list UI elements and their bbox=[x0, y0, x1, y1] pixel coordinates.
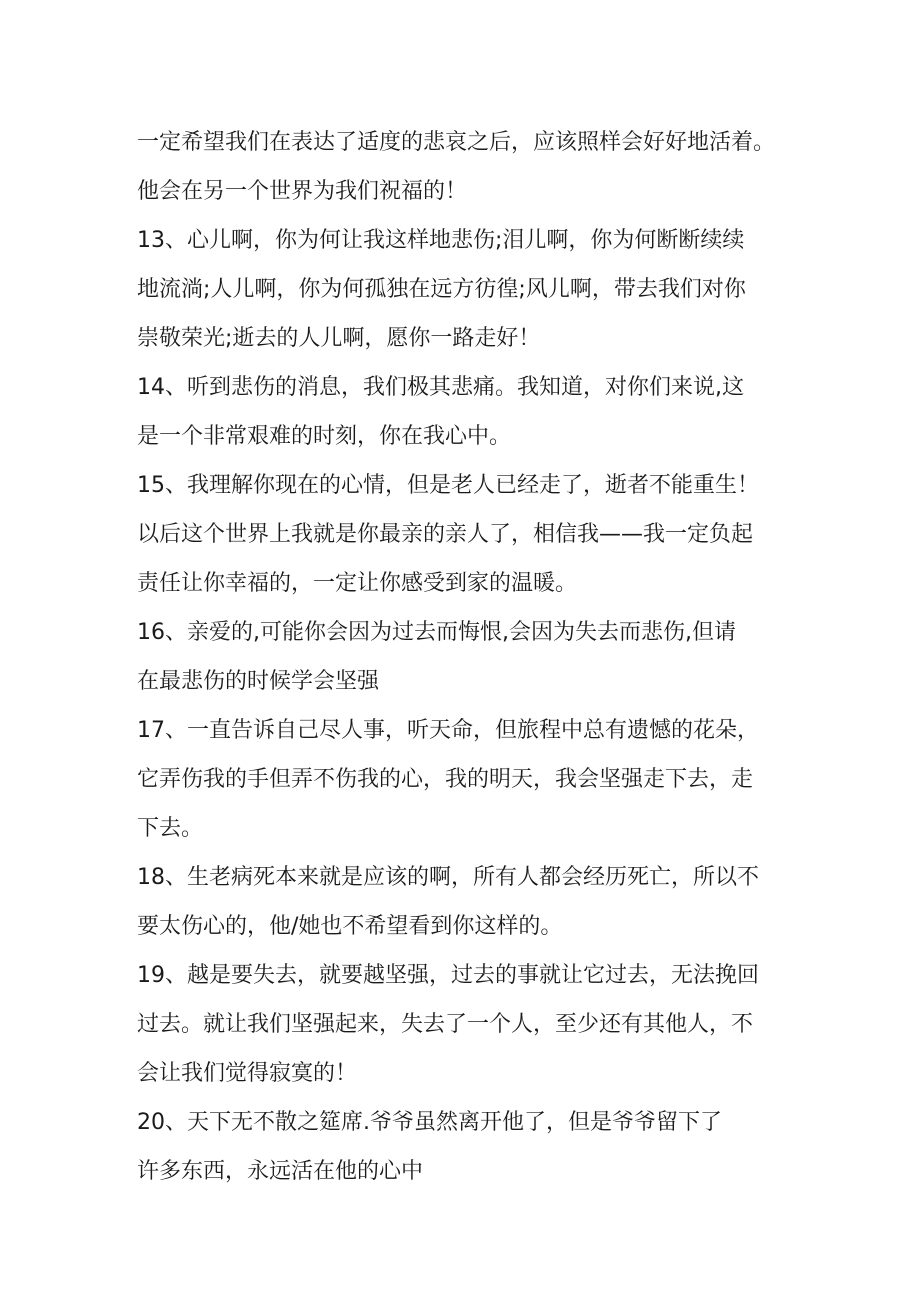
text-line: 崇敬荣光;逝去的人儿啊，愿你一路走好！ bbox=[137, 326, 541, 351]
text-line: 下去。 bbox=[137, 816, 204, 841]
text-line: 它弄伤我的手但弄不伤我的心，我的明天，我会坚强走下去，走 bbox=[137, 767, 754, 792]
text-line: 一定希望我们在表达了适度的悲哀之后，应该照样会好好地活着。 bbox=[137, 130, 776, 155]
text-line: 16、亲爱的,可能你会因为过去而悔恨,会因为失去而悲伤,但请 bbox=[137, 620, 736, 645]
text-line: 14、听到悲伤的消息，我们极其悲痛。我知道，对你们来说,这 bbox=[137, 375, 744, 400]
text-line: 过去。就让我们坚强起来，失去了一个人，至少还有其他人，不 bbox=[137, 1012, 754, 1037]
text-line: 许多东西，永远活在他的心中 bbox=[137, 1159, 424, 1184]
text-line: 是一个非常艰难的时刻，你在我心中。 bbox=[137, 424, 512, 449]
text-line: 17、一直告诉自己尽人事，听天命，但旅程中总有遗憾的花朵， bbox=[137, 718, 759, 743]
text-line: 18、生老病死本来就是应该的啊，所有人都会经历死亡，所以不 bbox=[137, 865, 759, 890]
text-line: 责任让你幸福的，一定让你感受到家的温暖。 bbox=[137, 571, 578, 596]
text-line: 在最悲伤的时候学会坚强 bbox=[137, 669, 380, 694]
text-line: 他会在另一个世界为我们祝福的！ bbox=[137, 179, 468, 204]
text-line: 会让我们觉得寂寞的！ bbox=[137, 1061, 358, 1086]
text-line: 要太伤心的，他/她也不希望看到你这样的。 bbox=[137, 914, 563, 939]
text-line: 15、我理解你现在的心情，但是老人已经走了，逝者不能重生！ bbox=[137, 473, 759, 498]
text-line: 地流淌;人儿啊，你为何孤独在远方彷徨;风儿啊，带去我们对你 bbox=[137, 277, 746, 302]
text-line: 20、天下无不散之筵席.爷爷虽然离开他了，但是爷爷留下了 bbox=[137, 1110, 722, 1135]
text-line: 19、越是要失去，就要越坚强，过去的事就让它过去，无法挽回 bbox=[137, 963, 759, 988]
text-line: 13、心儿啊，你为何让我这样地悲伤;泪儿啊，你为何断断续续 bbox=[137, 228, 745, 253]
text-line: 以后这个世界上我就是你最亲的亲人了，相信我——我一定负起 bbox=[137, 522, 754, 547]
document-body bbox=[137, 118, 797, 1196]
